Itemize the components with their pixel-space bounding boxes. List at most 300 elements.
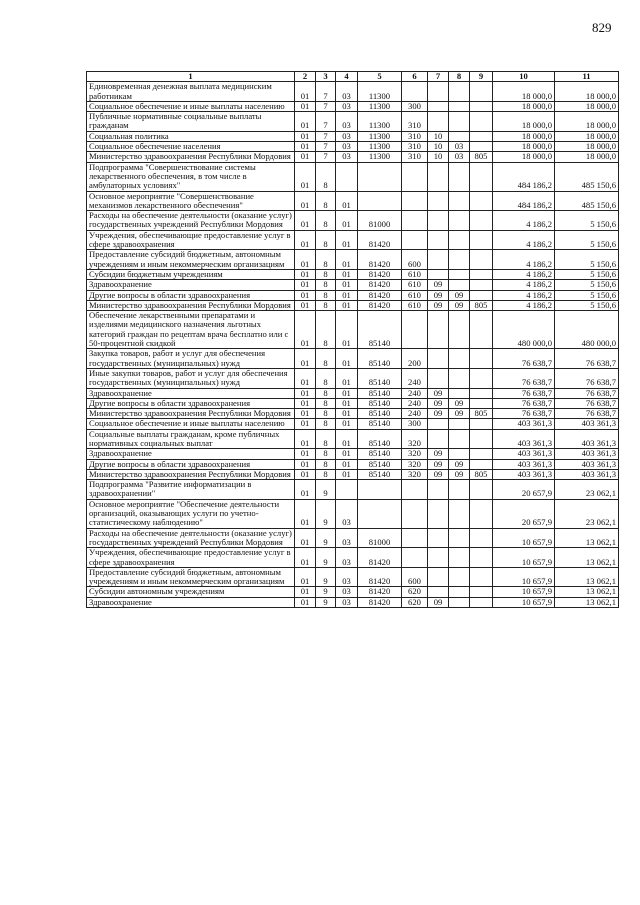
cell-subsection [449,82,470,102]
cell-ministry [470,528,493,548]
table-row [87,597,619,607]
cell-code: 01 [295,311,316,349]
cell-target: 85140 [358,311,402,349]
cell-code: 01 [295,280,316,290]
cell-section [428,162,449,191]
cell-subprogram: 03 [336,567,358,587]
cell-target: 85140 [358,349,402,369]
cell-ministry [470,429,493,449]
table-row [87,528,619,548]
cell-amount-year-1: 10 657,9 [493,597,555,607]
cell-expense-type: 240 [402,409,428,419]
cell-subprogram: 01 [336,250,358,270]
row-name: Министерство здравоохранения Республики Мордовия [87,300,295,310]
cell-subsection [449,349,470,369]
cell-program: 7 [316,142,336,152]
cell-amount-year-2: 18 000,0 [555,112,619,132]
table-header-row [87,72,619,82]
column-header: 5 [358,72,402,82]
cell-subprogram: 01 [336,368,358,388]
cell-amount-year-1: 10 657,9 [493,528,555,548]
cell-section [428,230,449,250]
cell-program: 8 [316,368,336,388]
cell-program: 9 [316,587,336,597]
cell-subsection [449,429,470,449]
cell-amount-year-1: 4 186,2 [493,280,555,290]
table-row [87,499,619,528]
cell-subprogram: 01 [336,409,358,419]
table-body [87,82,619,608]
cell-ministry: 805 [470,409,493,419]
cell-target: 85140 [358,459,402,469]
cell-subsection: 09 [449,409,470,419]
cell-expense-type: 320 [402,469,428,479]
cell-section [428,548,449,568]
cell-target: 81420 [358,250,402,270]
table-row [87,469,619,479]
budget-table [86,71,619,608]
row-name: Министерство здравоохранения Республики Мордовия [87,469,295,479]
row-name: Подпрограмма "Развитие информатизации в здравоохранении" [87,480,295,500]
cell-section [428,499,449,528]
cell-amount-year-1: 403 361,3 [493,449,555,459]
cell-expense-type: 300 [402,419,428,429]
column-header: 3 [316,72,336,82]
row-name: Расходы на обеспечение деятельности (оказание услуг) государственных учреждений Республики Мордовия [87,211,295,231]
cell-code: 01 [295,388,316,398]
table-row [87,459,619,469]
cell-ministry [470,101,493,111]
cell-subsection [449,419,470,429]
table-row [87,162,619,191]
cell-section: 09 [428,409,449,419]
cell-code: 01 [295,587,316,597]
column-header: 6 [402,72,428,82]
cell-expense-type [402,191,428,211]
cell-subsection: 03 [449,142,470,152]
cell-section: 09 [428,459,449,469]
cell-subsection [449,162,470,191]
cell-subsection [449,250,470,270]
table-row [87,101,619,111]
table-row [87,269,619,279]
cell-ministry: 805 [470,469,493,479]
cell-subsection: 09 [449,469,470,479]
cell-expense-type: 320 [402,429,428,449]
column-header: 4 [336,72,358,82]
cell-amount-year-1: 4 186,2 [493,300,555,310]
cell-ministry [470,269,493,279]
cell-program: 8 [316,388,336,398]
cell-program: 8 [316,469,336,479]
cell-subsection [449,597,470,607]
cell-subsection [449,311,470,349]
cell-section: 09 [428,469,449,479]
cell-program: 8 [316,250,336,270]
cell-amount-year-1: 18 000,0 [493,152,555,162]
cell-expense-type [402,211,428,231]
cell-program: 7 [316,152,336,162]
cell-section [428,429,449,449]
cell-expense-type: 600 [402,567,428,587]
cell-program: 8 [316,191,336,211]
cell-target: 85140 [358,469,402,479]
cell-subprogram: 01 [336,388,358,398]
cell-code: 01 [295,131,316,141]
table-row [87,300,619,310]
cell-ministry [470,280,493,290]
cell-amount-year-1: 18 000,0 [493,101,555,111]
cell-amount-year-2: 13 062,1 [555,597,619,607]
table-row [87,250,619,270]
cell-expense-type [402,480,428,500]
row-name: Министерство здравоохранения Республики Мордовия [87,152,295,162]
cell-amount-year-2: 13 062,1 [555,528,619,548]
cell-subprogram: 01 [336,290,358,300]
cell-amount-year-2: 76 638,7 [555,368,619,388]
cell-section [428,311,449,349]
cell-program: 8 [316,349,336,369]
cell-subsection [449,131,470,141]
cell-subprogram: 01 [336,459,358,469]
cell-subsection [449,388,470,398]
cell-amount-year-1: 18 000,0 [493,131,555,141]
cell-target: 81000 [358,211,402,231]
table-row [87,429,619,449]
cell-subprogram: 01 [336,230,358,250]
cell-section [428,101,449,111]
cell-section: 09 [428,300,449,310]
table-row [87,82,619,102]
table-row [87,368,619,388]
cell-program: 9 [316,567,336,587]
cell-amount-year-2: 403 361,3 [555,429,619,449]
cell-ministry [470,211,493,231]
row-name: Расходы на обеспечение деятельности (оказание услуг) государственных учреждений Республики Мордовия [87,528,295,548]
cell-target: 85140 [358,419,402,429]
cell-subprogram: 01 [336,469,358,479]
row-name: Единовременная денежная выплата медицинским работникам [87,82,295,102]
cell-section: 09 [428,290,449,300]
cell-target: 85140 [358,388,402,398]
cell-program: 9 [316,499,336,528]
cell-subprogram: 01 [336,429,358,449]
cell-subsection [449,230,470,250]
cell-code: 01 [295,409,316,419]
cell-amount-year-2: 76 638,7 [555,409,619,419]
cell-program: 8 [316,449,336,459]
cell-section [428,82,449,102]
cell-subprogram: 03 [336,528,358,548]
column-header: 10 [493,72,555,82]
cell-amount-year-2: 23 062,1 [555,499,619,528]
cell-section: 10 [428,131,449,141]
cell-amount-year-2: 5 150,6 [555,230,619,250]
cell-target: 85140 [358,429,402,449]
cell-ministry [470,368,493,388]
cell-code: 01 [295,459,316,469]
cell-ministry [470,162,493,191]
cell-target: 11300 [358,142,402,152]
cell-code: 01 [295,300,316,310]
cell-amount-year-1: 76 638,7 [493,349,555,369]
cell-expense-type: 310 [402,142,428,152]
cell-program: 8 [316,459,336,469]
cell-program: 8 [316,429,336,449]
cell-amount-year-2: 18 000,0 [555,101,619,111]
cell-subsection: 03 [449,152,470,162]
cell-ministry [470,587,493,597]
cell-code: 01 [295,499,316,528]
row-name: Предоставление субсидий бюджетным, автономным учреждениям и иным некоммерческим организациям [87,250,295,270]
cell-subsection [449,368,470,388]
column-header: 2 [295,72,316,82]
cell-expense-type [402,230,428,250]
cell-program: 8 [316,419,336,429]
cell-ministry [470,142,493,152]
cell-subsection: 09 [449,398,470,408]
cell-ministry [470,112,493,132]
cell-amount-year-1: 18 000,0 [493,112,555,132]
cell-amount-year-1: 484 186,2 [493,191,555,211]
cell-subsection [449,269,470,279]
cell-ministry: 805 [470,300,493,310]
row-name: Социальная политика [87,131,295,141]
cell-amount-year-2: 18 000,0 [555,152,619,162]
cell-program: 7 [316,101,336,111]
cell-amount-year-2: 76 638,7 [555,388,619,398]
cell-program: 9 [316,548,336,568]
cell-subprogram: 01 [336,449,358,459]
cell-expense-type [402,311,428,349]
cell-code: 01 [295,419,316,429]
table-row [87,409,619,419]
cell-code: 01 [295,101,316,111]
cell-amount-year-2: 76 638,7 [555,398,619,408]
table-row [87,480,619,500]
cell-code: 01 [295,162,316,191]
cell-subsection [449,499,470,528]
cell-amount-year-2: 18 000,0 [555,131,619,141]
cell-expense-type: 600 [402,250,428,270]
cell-section [428,250,449,270]
cell-subprogram: 03 [336,499,358,528]
cell-code: 01 [295,528,316,548]
cell-amount-year-2: 5 150,6 [555,300,619,310]
row-name: Социальное обеспечение населения [87,142,295,152]
cell-code: 01 [295,429,316,449]
cell-amount-year-1: 4 186,2 [493,269,555,279]
cell-subsection [449,480,470,500]
cell-subprogram: 03 [336,112,358,132]
cell-amount-year-2: 5 150,6 [555,250,619,270]
cell-code: 01 [295,290,316,300]
cell-amount-year-1: 18 000,0 [493,82,555,102]
cell-ministry [470,548,493,568]
row-name: Учреждения, обеспечивающие предоставление услуг в сфере здравоохранения [87,230,295,250]
table-row [87,131,619,141]
cell-target: 11300 [358,131,402,141]
cell-amount-year-1: 76 638,7 [493,398,555,408]
cell-expense-type: 200 [402,349,428,369]
cell-expense-type: 610 [402,290,428,300]
cell-target: 11300 [358,101,402,111]
cell-amount-year-1: 403 361,3 [493,469,555,479]
cell-program: 8 [316,162,336,191]
row-name: Социальное обеспечение и иные выплаты населению [87,101,295,111]
row-name: Здравоохранение [87,280,295,290]
cell-subsection: 09 [449,459,470,469]
cell-ministry [470,230,493,250]
cell-subsection [449,280,470,290]
table-row [87,230,619,250]
cell-subsection [449,101,470,111]
cell-ministry: 805 [470,152,493,162]
table-row [87,152,619,162]
cell-amount-year-2: 480 000,0 [555,311,619,349]
cell-amount-year-1: 10 657,9 [493,567,555,587]
cell-section: 10 [428,142,449,152]
cell-target [358,499,402,528]
row-name: Социальные выплаты гражданам, кроме публичных нормативных социальных выплат [87,429,295,449]
cell-expense-type: 320 [402,459,428,469]
cell-target: 81420 [358,548,402,568]
cell-subprogram: 01 [336,269,358,279]
row-name: Подпрограмма "Совершенствование системы лекарственного обеспечения, в том числе в амбулаторных условиях" [87,162,295,191]
cell-subprogram: 01 [336,398,358,408]
cell-subprogram [336,480,358,500]
cell-section [428,419,449,429]
cell-subprogram: 01 [336,300,358,310]
row-name: Закупка товаров, работ и услуг для обеспечения государственных (муниципальных) нужд [87,349,295,369]
table-row [87,449,619,459]
cell-subprogram: 03 [336,82,358,102]
cell-section: 09 [428,597,449,607]
cell-section: 09 [428,398,449,408]
cell-program: 7 [316,82,336,102]
cell-section [428,211,449,231]
row-name: Публичные нормативные социальные выплаты гражданам [87,112,295,132]
cell-program: 8 [316,230,336,250]
cell-amount-year-1: 20 657,9 [493,499,555,528]
cell-amount-year-1: 76 638,7 [493,409,555,419]
cell-code: 01 [295,480,316,500]
cell-section [428,191,449,211]
cell-ministry [470,480,493,500]
cell-ministry [470,388,493,398]
table-row [87,142,619,152]
cell-amount-year-2: 403 361,3 [555,469,619,479]
cell-subsection [449,567,470,587]
cell-code: 01 [295,567,316,587]
cell-code: 01 [295,211,316,231]
cell-ministry [470,449,493,459]
cell-amount-year-2: 23 062,1 [555,480,619,500]
cell-expense-type: 610 [402,300,428,310]
table-row [87,280,619,290]
cell-code: 01 [295,142,316,152]
row-name: Здравоохранение [87,597,295,607]
cell-program: 9 [316,528,336,548]
cell-amount-year-1: 4 186,2 [493,250,555,270]
cell-code: 01 [295,112,316,132]
cell-target [358,480,402,500]
cell-expense-type: 310 [402,131,428,141]
cell-expense-type: 300 [402,101,428,111]
table-row [87,112,619,132]
cell-target [358,191,402,211]
cell-amount-year-1: 20 657,9 [493,480,555,500]
cell-amount-year-1: 484 186,2 [493,162,555,191]
cell-subprogram: 03 [336,597,358,607]
cell-ministry [470,191,493,211]
cell-code: 01 [295,191,316,211]
table-row [87,191,619,211]
cell-subsection [449,211,470,231]
cell-section [428,269,449,279]
cell-amount-year-2: 403 361,3 [555,459,619,469]
cell-amount-year-2: 13 062,1 [555,587,619,597]
cell-expense-type [402,82,428,102]
cell-ministry [470,311,493,349]
cell-section: 09 [428,449,449,459]
cell-amount-year-2: 76 638,7 [555,349,619,369]
cell-ministry [470,349,493,369]
cell-amount-year-2: 485 150,6 [555,191,619,211]
cell-subprogram: 01 [336,191,358,211]
cell-amount-year-1: 403 361,3 [493,429,555,449]
cell-target: 81000 [358,528,402,548]
cell-subprogram: 01 [336,311,358,349]
column-header: 1 [87,72,295,82]
cell-subsection: 09 [449,290,470,300]
column-header: 9 [470,72,493,82]
cell-section [428,112,449,132]
cell-expense-type: 240 [402,368,428,388]
table-row [87,290,619,300]
cell-subprogram: 03 [336,131,358,141]
cell-amount-year-2: 5 150,6 [555,280,619,290]
table-row [87,311,619,349]
cell-program: 8 [316,398,336,408]
cell-program: 8 [316,409,336,419]
cell-amount-year-2: 5 150,6 [555,269,619,279]
row-name: Субсидии бюджетным учреждениям [87,269,295,279]
column-header: 7 [428,72,449,82]
cell-expense-type [402,528,428,548]
cell-amount-year-1: 480 000,0 [493,311,555,349]
cell-subprogram: 01 [336,211,358,231]
cell-code: 01 [295,82,316,102]
cell-code: 01 [295,398,316,408]
cell-subsection [449,112,470,132]
cell-ministry [470,82,493,102]
cell-code: 01 [295,152,316,162]
cell-subsection [449,528,470,548]
cell-expense-type [402,548,428,568]
cell-section [428,567,449,587]
cell-ministry [470,250,493,270]
row-name: Другие вопросы в области здравоохранения [87,290,295,300]
cell-section [428,528,449,548]
cell-subsection: 09 [449,300,470,310]
cell-expense-type: 610 [402,280,428,290]
cell-program: 9 [316,480,336,500]
cell-program: 8 [316,211,336,231]
cell-program: 8 [316,269,336,279]
cell-expense-type: 310 [402,152,428,162]
cell-target: 85140 [358,409,402,419]
